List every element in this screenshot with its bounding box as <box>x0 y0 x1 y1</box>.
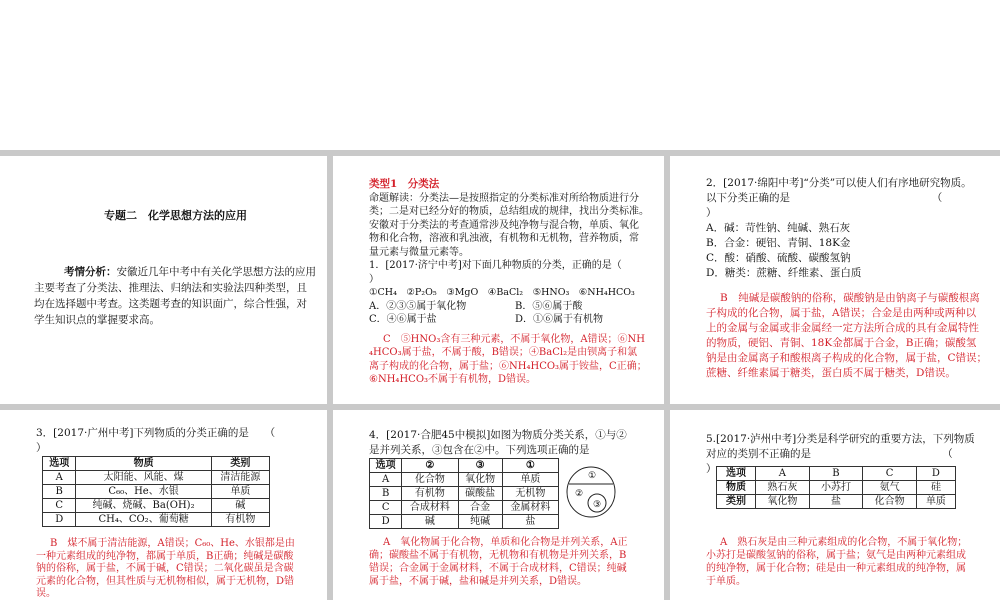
answer-line: B 纯碱是碳酸钠的俗称，碳酸钠是由钠离子与碳酸根离 <box>720 292 980 304</box>
classification-table <box>369 458 559 529</box>
table-cell: 纯碱 <box>458 515 502 529</box>
intro-line: 物和化合物，溶液和乳浊液，有机物和无机物，营养物质，常 <box>369 233 639 244</box>
answer-line: ₄HCO₃属于盐，不属于酸，B错误；④BaCl₂是由钡离子和氯 <box>369 347 638 358</box>
classification-relation-diagram <box>563 462 641 518</box>
answer-line: 钠的俗称，属于盐，不属于碱，C错误；二氧化碳虽是含碳 <box>36 563 294 574</box>
question-line: 3．[2017·广州中考]下列物质的分类正确的是 （ <box>36 427 276 439</box>
question-line: 是并列关系，③包含在②中。下列选项正确的是 <box>369 444 590 456</box>
option-a[interactable]: A．②③⑤属于氧化物 <box>369 300 467 312</box>
table-cell: 单质 <box>211 485 269 499</box>
slide-2[interactable] <box>333 156 664 404</box>
table-header-row <box>370 459 559 473</box>
answer-line: 误。 <box>36 588 56 599</box>
table-row <box>43 485 270 499</box>
table-cell: 单质 <box>916 495 955 509</box>
table-header: B <box>809 467 863 481</box>
table-cell: 有机物 <box>402 487 458 501</box>
table-header: ① <box>502 459 558 473</box>
question-line: 4．[2017·合肥45中模拟]如图为物质分类关系，①与② <box>369 429 627 441</box>
intro-line: 命题解读：分类法—是按照指定的分类标准对所给物质进行分 <box>369 192 639 204</box>
table-cell: 盐 <box>809 495 863 509</box>
table-row <box>43 499 270 513</box>
table-cell: 合金 <box>458 501 502 515</box>
table-row <box>717 481 956 495</box>
classification-table <box>42 456 270 527</box>
question-line: 1．[2017·济宁中考]对下面几种物质的分类，正确的是（ <box>369 260 622 271</box>
answer-line: 小苏打是碳酸氢钠的俗称，属于盐；氨气是由两种元素组成 <box>706 550 966 561</box>
answer-line: 一种元素组成的纯净物，都属于单质，B正确；纯碱是碳酸 <box>36 550 294 562</box>
table-cell: 碱 <box>211 499 269 513</box>
analysis-line: 学生知识点的掌握要求高。 <box>34 314 160 326</box>
option-d[interactable]: D．①⑥属于有机物 <box>515 314 604 325</box>
diagram-label: ② <box>575 489 584 499</box>
table-cell: 盐 <box>502 515 558 529</box>
option-c[interactable]: C．④⑥属于盐 <box>369 314 437 325</box>
table-cell: C <box>43 499 76 513</box>
answer-line: A 氧化物属于化合物，单质和化合物是并列关系，A正 <box>383 537 628 548</box>
table-header: 选项 <box>717 467 756 481</box>
answer-line: 确；碳酸盐不属于有机物，无机物和有机物是并列关系，B <box>369 550 627 561</box>
table-row <box>370 501 559 515</box>
slide-4[interactable] <box>0 410 327 600</box>
question-line: 对应的类别不正确的是 （ <box>706 448 953 460</box>
table-cell: 纯碱、烧碱、Ba(OH)₂ <box>76 499 211 513</box>
slide-3[interactable] <box>670 156 1000 404</box>
table-cell: 碱 <box>402 515 458 529</box>
table-cell: C <box>370 501 402 515</box>
answer-line: C ⑤HNO₃含有三种元素，不属于氧化物，A错误；⑥NH <box>383 333 646 345</box>
intro-line: 类；二是对已经分好的物质，总结组成的规律，找出分类标准。 <box>369 206 649 217</box>
answer-line: 蔗糖、纤维素属于糖类，蛋白质不属于糖类，D错误。 <box>706 367 956 379</box>
table-cell: B <box>43 485 76 499</box>
table-cell: C₆₀、He、水银 <box>76 485 211 499</box>
slide-5[interactable] <box>333 410 664 600</box>
question-line: 5.[2017·泸州中考]分类是科学研究的重要方法，下列物质 <box>706 433 975 445</box>
table-cell: 单质 <box>502 473 558 487</box>
table-header: 选项 <box>370 459 402 473</box>
answer-line: 的纯净物，属于化合物；硅是由一种元素组成的纯净物，属 <box>706 563 966 574</box>
diagram-label: ① <box>588 471 597 481</box>
answer-line: 上的金属与金属或非金属经一定方法所合成的具有金属特性 <box>706 322 979 334</box>
answer-line: 的物质，硬铝、青铜、18K金都属于合金，B正确；碳酸氢 <box>706 337 977 349</box>
question-line: 以下分类正确的是 （ <box>706 192 943 204</box>
analysis-line: 安徽近几年中考中有关化学思想方法的应用 <box>116 266 316 278</box>
table-cell: A <box>43 471 76 485</box>
table-row <box>370 473 559 487</box>
table-header: C <box>863 467 917 481</box>
option-c[interactable]: C．酸：硝酸、硫酸、碳酸氢钠 <box>706 252 851 264</box>
table-row <box>43 513 270 527</box>
answer-line: 元素的化合物，但其性质与无机物相似，属于无机物，D错 <box>36 575 295 587</box>
option-b[interactable]: B．⑤⑥属于酸 <box>515 300 583 312</box>
table-cell: 化合物 <box>863 495 917 509</box>
table-cell: 硅 <box>916 481 955 495</box>
answer-line: 离子构成的化合物，属于盐；⑥NH₄HCO₃属于铵盐，C正确； <box>369 360 647 372</box>
answer-line: 钠是由金属离子和酸根离子构成的化合物，属于盐，C错误； <box>706 352 988 364</box>
table-row <box>370 515 559 529</box>
table-cell: 熟石灰 <box>756 481 810 495</box>
analysis-line: 主要考查了分类法、推理法、归纳法和实验法四种类型，且 <box>34 282 307 294</box>
answer-line: B 煤不属于清洁能源，A错误；C₆₀、He、水银都是由 <box>50 538 295 549</box>
table-row <box>370 487 559 501</box>
question-line: ） <box>706 463 717 475</box>
analysis-label: 考情分析： <box>64 266 117 278</box>
table-cell: 无机物 <box>502 487 558 501</box>
table-header: ② <box>402 459 458 473</box>
intro-line: 量元素与微量元素等。 <box>369 246 469 258</box>
analysis-block <box>34 264 320 328</box>
diagram-label: ③ <box>593 500 602 510</box>
answer-line: 属于盐，不属于碱，盐和碱是并列关系，D错误。 <box>369 576 588 587</box>
table-header: 物质 <box>76 457 211 471</box>
table-cell: D <box>43 513 76 527</box>
table-header: A <box>756 467 810 481</box>
table-header: 类别 <box>211 457 269 471</box>
table-cell: 化合物 <box>402 473 458 487</box>
table-row <box>43 471 270 485</box>
table-cell: 金属材料 <box>502 501 558 515</box>
answer-line: 错误；合金属于金属材料，不属于合成材料，C错误；纯碱 <box>369 563 627 574</box>
option-a[interactable]: A．碱：苛性钠、纯碱、熟石灰 <box>706 222 851 234</box>
table-header-row <box>717 467 956 481</box>
table-row <box>717 495 956 509</box>
table-header: D <box>916 467 955 481</box>
answer-line: 子构成的化合物，属于盐，A错误；合金是由两种或两种以 <box>706 307 977 319</box>
option-b[interactable]: B．合金：硬铝、青铜、18K金 <box>706 237 851 249</box>
analysis-line: 均在选择题中考查。这类题考查的知识面广，综合性强，对 <box>34 298 307 310</box>
table-cell: 太阳能、风能、煤 <box>76 471 211 485</box>
table-header-row <box>43 457 270 471</box>
type-title: 类型1 分类法 <box>369 178 440 190</box>
table-cell: 氧化物 <box>458 473 502 487</box>
table-cell: 类别 <box>717 495 756 509</box>
intro-line: 安徽对于分类法的考查通常涉及纯净物与混合物，单质、氧化 <box>369 219 639 231</box>
table-cell: 物质 <box>717 481 756 495</box>
option-d[interactable]: D．糖类：蔗糖、纤维素、蛋白质 <box>706 267 862 279</box>
answer-line: A 熟石灰是由三种元素组成的化合物，不属于氧化物； <box>720 537 968 548</box>
answer-line: 于单质。 <box>706 576 746 587</box>
table-cell: 有机物 <box>211 513 269 527</box>
table-cell: 小苏打 <box>809 481 863 495</box>
question-line: ①CH₄ ②P₂O₅ ③MgO ④BaCl₂ ⑤HNO₃ ⑥NH₄HCO₃ <box>369 287 635 298</box>
table-cell: 清洁能源 <box>211 471 269 485</box>
question-line: ） <box>706 207 717 219</box>
answer-line: ⑥NH₄HCO₃不属于有机物，D错误。 <box>369 374 537 385</box>
classification-table <box>716 466 956 509</box>
slide-1[interactable] <box>0 156 327 404</box>
table-cell: 氨气 <box>863 481 917 495</box>
table-cell: CH₄、CO₂、葡萄糖 <box>76 513 211 527</box>
question-line: 2．[2017·绵阳中考]“分类”可以使人们有序地研究物质。 <box>706 177 972 189</box>
table-header: ③ <box>458 459 502 473</box>
table-cell: B <box>370 487 402 501</box>
top-blank-area <box>0 0 1000 150</box>
table-cell: 氧化物 <box>756 495 810 509</box>
slide-6[interactable] <box>670 410 1000 600</box>
table-header: 选项 <box>43 457 76 471</box>
table-cell: 碳酸盐 <box>458 487 502 501</box>
table-cell: D <box>370 515 402 529</box>
table-cell: 合成材料 <box>402 501 458 515</box>
table-cell: A <box>370 473 402 487</box>
question-line: ） <box>369 273 379 285</box>
slide-title: 专题二 化学思想方法的应用 <box>104 209 247 222</box>
question-line: ） <box>36 442 47 454</box>
